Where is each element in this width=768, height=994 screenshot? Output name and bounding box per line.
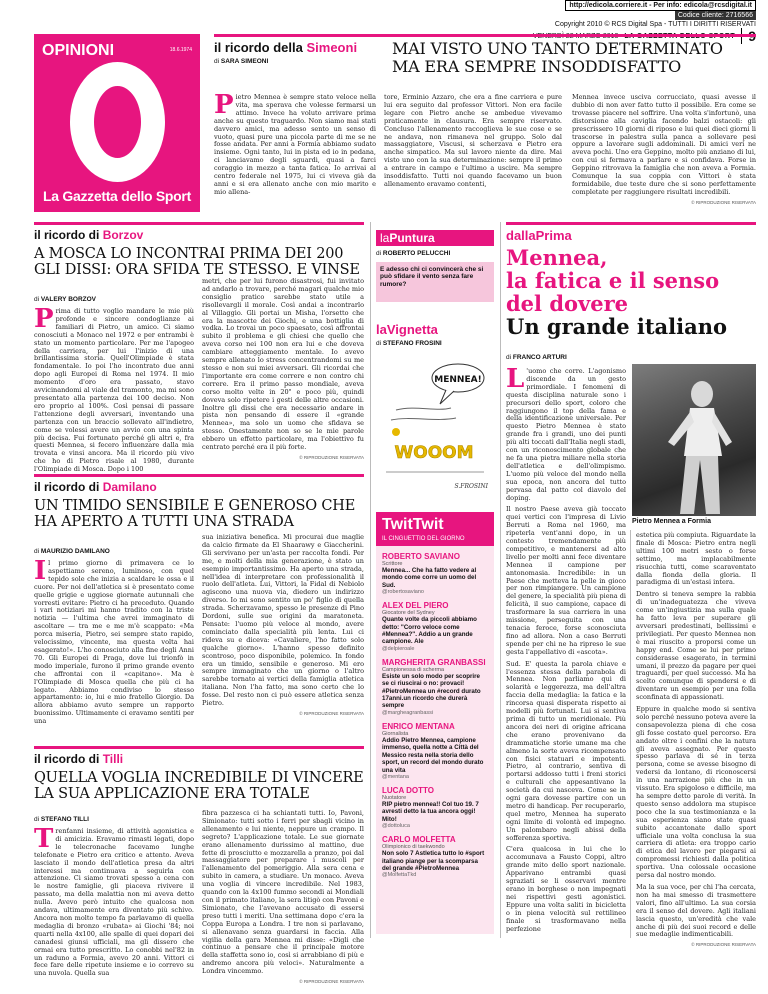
dallaprima-col1b: Il nostro Paese aveva già toccato quei vertici con l'impresa di Livio Berruti a Roma nel 1960, ma ripeterla vent'anni dopo, in un contesto tremendamente più competitivo, e mantenersi ad alto livello per molti anni fece diventare Mennea il campione per antonomasia. Incredibile: in un Paese che metteva la pelle in gioco per non rimpiangere. Un campione del genere, la specialità più piena di felicità, il suo campione, capace di trasformare la sua carriera in una missione, perseguita con una tenacia feroce, forse sconosciuta fino ad allora. Non a caso Berruti spende per chi ne ha ripreso le sue gesta l'appellativo di «ascota». xyxy=(506,505,626,656)
damilano-rule xyxy=(34,474,364,477)
tilli-section-prefix: il ricordo di xyxy=(34,752,100,766)
dallaprima-col1d: C'era qualcosa in lui che lo accomunava a Fausto Coppi, altro grande mito dello sport nazionale. Apparivano entrambi quasi sgraziati se li osservavi mentre erano in borghese o non impegnati nei rispettivi gesti agonistici. Eppure una volta saliti in bicicletta o in piena velocità sul rettilineo finale si trasformavano nella perfezione xyxy=(506,845,626,933)
borzov-dropcap: P xyxy=(34,304,54,334)
tilli-dropcap: T xyxy=(34,824,54,854)
tweet-handle[interactable]: @MolfettaTkd xyxy=(382,872,417,879)
tweet-handle[interactable]: @margheagranbassi xyxy=(382,709,434,716)
vignetta-cartoon xyxy=(376,350,494,496)
simeoni-byline-di: di xyxy=(214,58,220,65)
dallaprima-byline-di: di xyxy=(506,354,512,361)
puntura-byline-di: di xyxy=(376,250,382,257)
dallaprima-col2a: estetica più compiuta. Riguardate la finale di Mosca: Pietro entra negli ultimi 100 metri sesto o forse settimo, ma implacabilmente risucchia tutti, come scaraventato dalla fionda della gloria. Il paradigma di un'estasi intera. xyxy=(636,531,756,587)
vignetta-byline xyxy=(376,340,442,347)
dallaprima-col1 xyxy=(506,364,626,933)
damilano-section-prefix: il ricordo di xyxy=(34,480,100,494)
vignetta-section xyxy=(376,322,438,337)
damilano-dropcap: I xyxy=(34,556,47,586)
dallaprima-byline xyxy=(506,354,567,361)
simeoni-rule xyxy=(214,34,756,37)
tweet-author: MARGHERITA GRANBASSI xyxy=(382,657,486,667)
borzov-col1-text: rima di tutto voglio mandare le mie più profonde e sincere condoglianze ai familiari di Pietro, un amico. Ci siamo conosciuti a Monaco nel 1972 e per entrambi è stato un momento particolare. Per me l'apogeo della carriera, per lui l'inizio di una brillantissima storia. Quell'Olimpiade è stata fondamentale. Io poi l'ho incontrato due anni dopo agli Europei di Roma nel 1974. Il mio momento d'oro era passato, stavo avvicinandomi al viale del tramonto, ma mi sono presentato alla partenza dei 100 deciso. Non ero proprio al 100%. Così pensai di passare l'attenzione degli avversari, inventando una partenza con un braccio sollevato all'indietro, come se volessi avere un avvio con una spinta più decisa. Fui fortunato perché gli altri e, fra questi Mennea, si fecero influenzare dalla mia trovata e vinsi ancora. Ma il ricordo più vivo che ho di Pietro risale al 1980, durante l'Olimpiade di Mosca. Dopo i 100 xyxy=(34,307,194,474)
simeoni-byline xyxy=(214,58,268,65)
dallaprima-dropcap: L xyxy=(506,364,525,394)
simeoni-headline: MAI VISTO UNO TANTO DETERMINATO MA ERA SEMPRE INSODDISFATTO xyxy=(392,39,723,76)
simeoni-section-name: Simeoni xyxy=(306,40,358,55)
simeoni-col1 xyxy=(214,90,376,197)
simeoni-section-prefix: il ricordo della xyxy=(214,40,303,55)
damilano-col2 xyxy=(202,534,364,718)
damilano-repro: © RIPRODUZIONE RISERVATA xyxy=(299,710,364,716)
tweet-role: Giornalista xyxy=(382,730,409,737)
gazzetta-logo: La Gazzetta dello Sport xyxy=(43,188,191,204)
header-stamp xyxy=(456,0,756,29)
tweet-message: Addio Pietro Mennea, campione immenso, quella notte a Città del Messico resta nella storia dello sport, un record del mondo durato una vita xyxy=(382,736,484,774)
twittwit-box xyxy=(376,512,494,934)
simeoni-section xyxy=(214,40,357,55)
tilli-col1 xyxy=(34,824,194,978)
damilano-section xyxy=(34,480,157,494)
borzov-byline-di: di xyxy=(34,296,40,303)
borzov-col1 xyxy=(34,304,194,474)
tweet-message: RIP pietro mennea!! Col tuo 19. 7 avresti detto la tua ancora oggi! Mito! xyxy=(382,800,479,823)
vignetta-label-prefix: la xyxy=(376,322,387,337)
damilano-byline-name: MAURIZIO DAMILANO xyxy=(40,548,110,555)
tweet-role: Olimpionico di taekwondo xyxy=(382,844,445,851)
tilli-rule xyxy=(34,746,364,749)
damilano-col2-text: sua iniziativa benefica. Mi procurai due maglie da calcio firmate da El Shaarawy e Giaccherini. Gli servivano per un'asta per raccolta fondi. Per me, e molti della mia generazione, è stato un esempio importantissimo. Ha aperto una strada, nell'idea di interpretare con professionalità il ruolo dell'atleta. Lui, Vittori, la Fidal di Nebiolo agiscono una nuova via, diedero un indirizzo diverso. Io mi sono sentito un po' figlio di quella strada. Scherzavamo, spesso le presenze di Pino Dordoni, sulle sue origini da maratoneta. Pensate: l'uomo più veloce al mondo, avere cominciato dalla specialità più lenta. Lui ci rideva su e diceva: «Cavaliere, l'ho fatto solo qualche giorno». L'hanno spesso definito scontroso, poco disponibile, polemico. In fondo era un timido, sensibile e generoso. Mi ero sempre immaginato che un giorno o l'altro sarebbe tornato ai vertici della famiglia atletica italiana. Non l'ha fatto, ma sono certo che lo fosse. Del resto non ci può essere atletica senza Pietro. xyxy=(202,533,364,708)
puntura-byline-name: ROBERTO PELUCCHI xyxy=(382,250,451,257)
dallaprima-col2 xyxy=(636,532,756,949)
tweet-role: Nuotatore xyxy=(382,794,407,801)
dallaprima-col2d: Ma la sua voce, per chi l'ha cercata, non ha mai smesso di trasmettere valori, fino all'ultimo. La sua corsia era il senso del dovere. Agli italiani lascia questo, un'eredità che vale anche di più dei suoi record e delle sue medaglie indimenticabili. xyxy=(636,882,756,939)
tweet-handle[interactable]: @mentana xyxy=(382,773,409,780)
tweet-author: LUCA DOTTO xyxy=(382,785,434,795)
cartoon-sound: WOOOM xyxy=(394,443,474,463)
simeoni-byline-name: SARA SIMEONI xyxy=(220,58,269,65)
borzov-byline xyxy=(34,296,96,303)
tilli-col2-text: fibra pazzesca ci ha schiantati tutti. Io, Pavoni, Simionato: tutti sotto i ferri per sbagli vicino in allenamento e lui niente, neppure un crampo. Il segreto? L'applicazione totale. Le sue giornate erano allenamento durissimo al mattino, due fette di prosciutto e mozzarella a pranzo, poi dal massaggiatore per preparare i muscoli per l'allenamento del pomeriggio. Alla sera cena e subito in camera, a studiare. Un monaco. Aveva una voglia di vincere incredibile. Nel 1983, quando con la 4x100 fummo secondi ai Mondiali con il primato italiano, la sera litigò con Pavoni e Simionato, che l'avevano accusato di essersi preso tutti i meriti. Una settimana dopo c'era la Coppa Europa a Londra. I tre non si parlavano, si allenavano senza guardarsi in faccia. Alla vigilia della gara Mennea mi disse: «Digli che continuo a pensare che il principale motore della staffetta sono io, così si arrabbiano di più e andremo ancora più veloci». Naturalmente a Londra vincemmo. xyxy=(202,809,364,976)
header-code: Codice cliente: 2716566 xyxy=(675,11,756,20)
vignetta-label: Vignetta xyxy=(386,322,438,337)
simeoni-repro: © RIPRODUZIONE RISERVATA xyxy=(691,199,756,205)
twittwit-header xyxy=(376,512,494,546)
twittwit-title: TwitTwit xyxy=(382,516,444,533)
column-divider xyxy=(500,222,501,938)
borzov-col2-text: metri, che per lui furono disastrosi, fui invitato ad andarlo a trovare, perché magari qualche mio consiglio pratico sarebbe stato utile a risollevargli il morale. Così andai a incontrarlo al Villaggio. Gli portai un Misha, l'orsetto che era la mascotte dei Giochi, e una bottiglia di vodka. Lo trovai un poco spaesato, così affrontai subito il problema e gli chiesi che quello che aveva corso nei 100 non era lui e che doveva cambiare atteggiamento mentale. Io avevo sempre allenato lo stress concentrandomi su me stesso e non sui miei avversari. Gli ricordai che l'importante era come correre e non contro chi correre. Era il primo passo mondiale, aveva corso molto velte in 20" e poco più, quindi doveva solo ripetere i gesti delle altre occasioni. Inoltre gli dissi che era necessario andare in pista non pensando di essere il «grande Mennea», ma solo un uomo che sfidava se stesso. Onestamente non so se le mie parole ebbero un effetto particolare, ma l'obiettivo fu centrato perché era il più forte. xyxy=(202,277,364,452)
damilano-col1 xyxy=(34,556,194,726)
tweet-author: ENRICO MENTANA xyxy=(382,721,455,731)
simeoni-col1-text: ietro Mennea è sempre stato veloce nella vita, ma sperava che volesse fermarsi un attimo. Invece ha voluto arrivare prima anche su questo traguardo. Non siamo mai stati davvero amici, ma adesso sento un senso di vuoto, quasi pure una piccola parte di me se ne fosse andata. Per anni a Formia abbiamo sudato insieme. Ogni tanto, lui in pista ed io in pedana, ci lanciavamo degli sguardi, quasi a farci coraggio in mezzo a tanta fatica. Io arrivai al centro federale nel 1975, lui ci viveva già da anni e si era allenato anche con mio marito e mio allena- xyxy=(214,93,376,196)
runner-photo-icon xyxy=(632,364,756,516)
simeoni-col3-text: Mennea invece usciva corrucciato, quasi avesse il dubbio di non aver fatto tutto il possibile. Era come se trovasse piacere nel soffrire. Una volta s'infortunò, una distorsione alla caviglia facendo balzi ostacoli: gli prescrissero 10 giorni di riposo e lui quei dieci giorni li trascorse in palestra sulla panca a sollevare pesi oppure a lavorare sugli addominali. Di amici veri ne aveva pochi. Uno era Geppino, molto più anziano di lui, con cui si fermava a parlare e si confidava. Forse in Geppino ritrovava la famiglia che non aveva a Formia. Comunque la sua coppia con Vittori è stata formidabile, due teste dure che si sono perfettamente completate per raggiungere risultati incredibili. xyxy=(572,93,756,196)
opinioni-panel xyxy=(34,34,200,212)
tweet-message: Esiste un solo modo per scoprire se ci riuscirai o no: provaci! #PietroMennea un #record durato 17anni.un ricordo che durerà sempre xyxy=(382,672,481,710)
dallaprima-col2b: Dentro si teneva sempre la rabbia di un'inadeguatezza che viveva come un'ingiustizia ma sulla quale ha fatto leva per superare gli avversari predestinati, bellissimi e privilegiati. Per questo Mennea non è mai riuscito a proporsi come un happy end. Come se lui per primo considerasse esagerato, in termini umani, il prezzo da pagare per quei traguardi, per quel successo. Ma ha scelto comunque di spendersi e di diventare un esempio per una folla sconfinata di appassionati. xyxy=(636,590,756,702)
puntura-label: Puntura xyxy=(389,231,435,245)
tweet-message: Mennea... Che ha fatto vedere al mondo come corre un uomo del Sud. xyxy=(382,567,477,589)
puntura-text: E adesso chi ci convincerà che si può sfidare il vento senza fare rumore? xyxy=(380,266,484,288)
dallaprima-headline-3: Un grande italiano xyxy=(506,314,727,339)
borzov-repro: © RIPRODUZIONE RISERVATA xyxy=(299,454,364,460)
tilli-byline-name: STEFANO TILLI xyxy=(40,816,89,823)
borzov-section-prefix: il ricordo di xyxy=(34,228,100,242)
borzov-section-name: Borzov xyxy=(102,228,144,242)
damilano-headline: UN TIMIDO SENSIBILE E GENEROSO CHE HA APERTO A TUTTI UNA STRADA xyxy=(34,498,356,530)
damilano-byline-di: di xyxy=(34,548,40,555)
puntura-header xyxy=(376,230,494,246)
dallaprima-repro: © RIPRODUZIONE RISERVATA xyxy=(691,942,756,948)
twittwit-subtitle: IL CINGUETTIO DEL GIORNO xyxy=(382,536,465,542)
tilli-byline xyxy=(34,816,89,823)
vignetta-byline-name: STEFANO FROSINI xyxy=(382,340,442,347)
tilli-headline: QUELLA VOGLIA INCREDIBILE DI VINCERE LA SUA APPLICAZIONE ERA TOTALE xyxy=(34,770,364,802)
dallaprima-section xyxy=(506,228,572,243)
simeoni-col2: tore, Erminio Azzaro, che era a fine carriera e pure lui era seguito dal professor Vittori. Non era facile legare con Pietro anche se ambedue vivevamo praticamente in clausura. Era sempre riservato. Concluso l'allenamento raccoglieva le sue cose e se ne andava, non rimaneva nel gruppo. Solo dal massaggiatore, Viscusi, si scherzava e Pietro era anche simpatico. Ma sul lavoro niente da dire. Mai visto uno con la sua determinazione: sempre il primo a entrare in campo e l'ultimo a uscire. Ma sempre insoddisfatto. Tutti noi quando facevamo un buon allenamento eravamo contenti, xyxy=(384,93,562,188)
vignetta-byline-di: di xyxy=(376,340,382,347)
tweet-item xyxy=(376,722,494,780)
dallaprima-col1a: 'uomo che corre. L'agonismo discende da un gesto primordiale. I fenomeni di questa disciplina naturale sono i precursori dello sport, coloro che raggiungono il top della fama e della identificazione universale. Per questo Pietro Mennea è stato grande fra i grandi, uno dei punti più alti toccati dall'Italia negli stadi, con un riconoscimento globale che ne fa una pietra miliare nella storia dell'atletica e dell'olimpismo. L'uomo più veloce del mondo nella sua epoca, non ancora del tutto pervasa dal patto col diavolo del doping. xyxy=(506,367,626,502)
borzov-rule xyxy=(34,222,364,225)
tweet-message: Non solo 7 Astletica tutto lo #sport italiano piange per la scomparsa del grande #PietroMennea xyxy=(382,850,485,872)
tweet-handle[interactable]: @dottoluca xyxy=(382,823,410,830)
tweet-author: ROBERTO SAVIANO xyxy=(382,552,460,561)
cartoon-signature: S.FROSINI xyxy=(454,483,488,490)
header-copyright: Copyright 2010 © RCS Digital Spa - TUTTI I DIRITTI RISERVATI xyxy=(554,21,756,28)
tweet-handle[interactable]: @delpieroale xyxy=(382,645,415,652)
dallaprima-label-prefix: dalla xyxy=(506,228,536,243)
dallaprima-rule xyxy=(506,222,756,225)
dallaprima-col1c: Sud. E' questa la parola chiave e l'essenza stessa della parabola di Mennea. Non parliamo qui di solarità e leggerezza, ma dell'altra faccia della medaglia: la fatica e la rincorsa quasi disperata rispetto ai modelli più fortunati. Lui si sentiva prima di tutto un meridionale. Più ancora dei neri di origine africana che erano provenivano da drammatiche storie umane ma che almeno la sorte aveva ricompensato con fisici statuari e impotenti. Pietro, al contrario, sentiva di portarsi addosso tutti i freni storici e culturali che appesantivano la società da cui nasceva. Come se in ogni gara dovesse partire con un metro di handicap. Per recuperarlo, quel metro, Mennea ha superato ogni limite di volontà ed impegno. Un palombaro negli abissi della sofferenza sportiva. xyxy=(506,659,626,842)
photo-caption: Pietro Mennea a Formia xyxy=(632,518,711,525)
tweet-role: Campionessa di scherma xyxy=(382,666,445,673)
tweet-item xyxy=(376,601,494,652)
tilli-col1-text: renťanni insieme, di attività agonistica e di amicizia. Eravamo rimasti legati, dopo le telecronache facevamo lunghe telefonate e Pietro era critico e attento. Aveva lasciato il mondo dell'atletica presa da altri interessi ma continuava a seguirla con attenzione. Ci siamo trovati spesso a cena con le nostre famiglie, gli piaceva rivivere il passato, ma della malattia non mi aveva detto nulla. Avevo però intuito che qualcosa non andava, ultimamente era diventato più schivo. Ancora non molto tempo fa parlavamo di quella medaglia di bronzo «rubata» ai Giochi '84; noi quarti nella 4x100, alle spalle di quei dopari dei canadesi giunsi ufficiali, ma gli dissero che ormai era tutto prescritto. Lo conobbi nel'82 in un raduno a Formia, avevo 20 anni. Vittori ci fece fare delle ripetute insieme e io correvo su una nuvola. Quella sua xyxy=(34,827,194,978)
header-url: http://edicola.corriere.it - Per info: edicola@rcsdigital.it xyxy=(565,0,756,11)
puntura-box xyxy=(376,262,494,302)
opinioni-label: OPINIONI xyxy=(42,42,115,59)
borzov-col2 xyxy=(202,278,364,462)
dallaprima-byline-name: FRANCO ARTURI xyxy=(512,354,567,361)
dallaprima-headline-1: Mennea, xyxy=(506,245,608,270)
header-publication: LA GAZZETTA DELLO SPORT xyxy=(624,32,736,40)
tweet-handle[interactable]: @robertosaviano xyxy=(382,589,424,596)
tweet-item xyxy=(376,658,494,716)
tweet-item xyxy=(376,552,494,595)
puntura-label-prefix: la xyxy=(380,231,390,245)
tweet-item xyxy=(376,786,494,829)
cartoon-drawing-icon xyxy=(376,350,494,496)
borzov-headline: A MOSCA LO INCONTRAI PRIMA DEI 200 GLI DISSI: ORA SFIDA TE STESSO. E VINSE xyxy=(34,246,360,278)
page-number: 9 xyxy=(741,28,756,44)
tweet-role: Giocatore del Sydney xyxy=(382,610,435,617)
damilano-byline xyxy=(34,548,110,555)
tilli-repro: © RIPRODUZIONE RISERVATA xyxy=(299,979,364,985)
dallaprima-label: Prima xyxy=(535,228,572,243)
column-divider xyxy=(370,222,371,938)
tweet-author: ALEX DEL PIERO xyxy=(382,601,449,611)
tilli-byline-di: di xyxy=(34,816,40,823)
borzov-byline-name: VALERY BORZOV xyxy=(40,296,97,303)
dallaprima-headline-2: la fatica e il senso del dovere xyxy=(506,268,720,316)
tweet-message: Quante volte da piccoli abbiamo detto: "Corro veloce come #Mennea?". Addio a un grande campione. Ale xyxy=(382,616,477,646)
tilli-section xyxy=(34,752,123,766)
damilano-col1-text: l primo giorno di primavera ce lo aspettiamo sereno, luminoso, con quel tepido sole che inizia a scaldare le ossa e il cuore. Per noi dell'atletica si è presentato come quelle grigie e uggiose giornate autunnali che vorresti evitare: Pietro ci ha preceduto. Quando i vari notiziari mi hanno tradito con la triste notizia — l'ultima che avrei immaginato di ascoltare — tra me e me m'è scappato: «Ma porca miseria, Pietro, sei sempre stato rapido, velocissimo, vincente, ma questa volta hai esagerato!». L'ho conosciuto alla fine degli Anni 70. Gli Europei di Praga, dove lui trionfò in modo imperiale, furono il primo grande evento che affrontai con il «capitano». Ma è l'Olimpiade di Mosca quella che più ci ha legato. Abbiamo condiviso lo stesso appartamento: io, lui e mio fratello Giorgio. Da allora abbiamo avuto sempre un rapporto buonissimo. Ultimamente ci eravamo sentiti per una xyxy=(34,559,194,726)
tweet-author: CARLO MOLFETTA xyxy=(382,835,456,845)
big-o-logo-icon xyxy=(70,62,165,182)
simeoni-dropcap: P xyxy=(214,90,234,120)
dallaprima-col2c: Eppure in qualche modo si sentiva solo perché nessuno poteva avere la consapevolezza piena di che cosa gli fosse costato quel percorso. Era andato oltre i confini che la natura gli aveva assegnato. Per questo spesso parlava di sé in terza persona, come se avesse bisogno di vedersi da lontano, di riconoscersi in una narrazione più che in un vissuto. Era spigoloso e difficile, ma ha sempre detto parole di verità. In questo senso addolora ma stupisce poco che la sua testimonianza e la sua esperienza siano state quasi subito accantonate dallo sport ufficiale una volta conclusa la sua carriera di atleta: era troppo cario di etica del lavoro per piegarsi ai compromessi richiesti dalla politica sportiva. Una colossale occasione persa dal nostro mondo. xyxy=(636,705,756,880)
borzov-section xyxy=(34,228,143,242)
mennea-photo xyxy=(632,364,756,516)
simeoni-col3 xyxy=(572,94,756,207)
cartoon-balloon: MENNEA! xyxy=(434,375,482,385)
header-date: VENERDÌ 22 MARZO 2013 xyxy=(532,32,619,40)
tweet-item xyxy=(376,835,494,878)
dallaprima-headline xyxy=(506,246,756,338)
tweet-role: Scrittore xyxy=(382,561,403,567)
opinioni-date: 18.6.1974 xyxy=(169,47,192,53)
column-divider xyxy=(630,530,631,938)
tilli-col2 xyxy=(202,810,364,986)
damilano-section-name: Damilano xyxy=(102,480,157,494)
puntura-byline xyxy=(376,250,450,257)
tilli-section-name: Tilli xyxy=(102,752,124,766)
